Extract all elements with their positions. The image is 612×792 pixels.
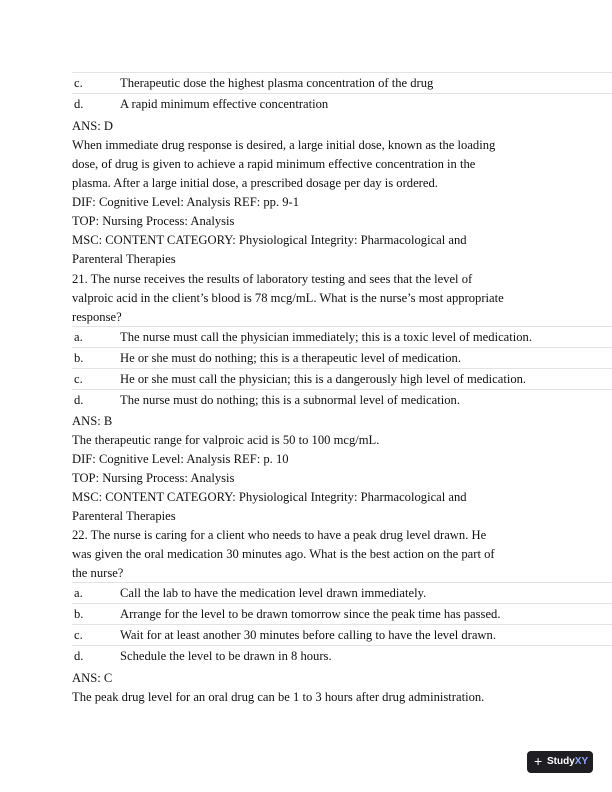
category-line: Parenteral Therapies [72,252,176,266]
rationale-line: When immediate drug response is desired, a large initial dose, known as the loading [72,138,496,152]
answer-line: ANS: C [72,671,113,685]
option-letter: a. [74,330,83,344]
rationale-line: The therapeutic range for valproic acid is 50 to 100 mcg/mL. [72,433,380,447]
difficulty-line: DIF: Cognitive Level: Analysis REF: pp. 9-1 [72,195,300,209]
logo-xy: XY [574,756,589,767]
logo-study: Study [547,756,575,767]
option-text: Therapeutic dose the highest plasma concentration of the drug [120,76,434,90]
question-stem: the nurse? [72,566,124,580]
category-line: MSC: CONTENT CATEGORY: Physiological Integrity: Pharmacological and [72,490,467,504]
option-row [72,368,612,389]
question-stem: response? [72,310,122,324]
option-letter: d. [74,649,84,663]
option-text: The nurse must do nothing; this is a subnormal level of medication. [120,393,460,407]
option-row [72,72,612,93]
studyxy-badge[interactable] [527,751,593,773]
option-letter: a. [74,586,83,600]
option-letter: b. [74,351,84,365]
option-text: Arrange for the level to be drawn tomorrow since the peak time has passed. [120,607,501,621]
option-row [72,603,612,624]
topic-line: TOP: Nursing Process: Analysis [72,214,235,228]
option-row [72,93,612,114]
option-row [72,326,612,347]
rationale-line: dose, of drug is given to achieve a rapid minimum effective concentration in the [72,157,476,171]
option-text: He or she must do nothing; this is a therapeutic level of medication. [120,351,462,365]
rationale-line: The peak drug level for an oral drug can be 1 to 3 hours after drug administration. [72,690,485,704]
category-line: MSC: CONTENT CATEGORY: Physiological Integrity: Pharmacological and [72,233,467,247]
option-row [72,389,612,410]
answer-line: ANS: B [72,414,113,428]
option-text: Schedule the level to be drawn in 8 hours. [120,649,332,663]
option-letter: d. [74,97,84,111]
difficulty-line: DIF: Cognitive Level: Analysis REF: p. 10 [72,452,289,466]
option-row [72,624,612,645]
question-stem: was given the oral medication 30 minutes ago. What is the best action on the part of [72,547,495,561]
option-text: A rapid minimum effective concentration [120,97,329,111]
plus-icon: + [534,753,543,769]
option-row [72,645,612,666]
option-text: Wait for at least another 30 minutes before calling to have the level drawn. [120,628,496,642]
topic-line: TOP: Nursing Process: Analysis [72,471,235,485]
answer-line: ANS: D [72,119,113,133]
option-letter: c. [74,372,83,386]
option-letter: b. [74,607,84,621]
question-stem: 22. The nurse is caring for a client who needs to have a peak drug level drawn. He [72,528,487,542]
option-text: He or she must call the physician; this is a dangerously high level of medication. [120,372,527,386]
option-row [72,347,612,368]
option-letter: c. [74,628,83,642]
question-stem: 21. The nurse receives the results of laboratory testing and sees that the level of [72,272,473,286]
question-stem: valproic acid in the client’s blood is 78 mcg/mL. What is the nurse’s most appropriate [72,291,504,305]
category-line: Parenteral Therapies [72,509,176,523]
option-row [72,582,612,603]
option-text: The nurse must call the physician immediately; this is a toxic level of medication. [120,330,532,344]
option-letter: c. [74,76,83,90]
option-text: Call the lab to have the medication level drawn immediately. [120,586,427,600]
studyxy-logo-text [547,756,588,767]
option-letter: d. [74,393,84,407]
rationale-line: plasma. After a large initial dose, a prescribed dosage per day is ordered. [72,176,438,190]
